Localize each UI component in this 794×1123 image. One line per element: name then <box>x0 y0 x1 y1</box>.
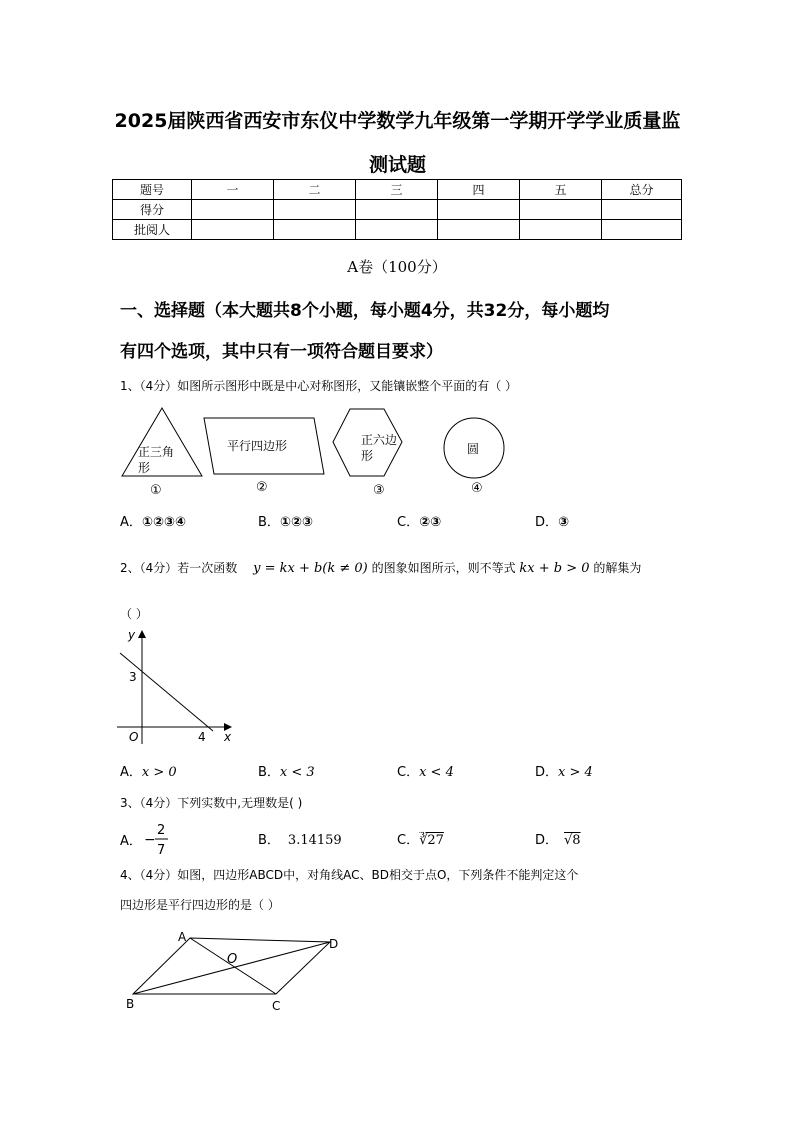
option-text: ①②③④ <box>141 515 186 530</box>
q1-shape-label: 平行四边形 <box>227 439 288 453</box>
y-axis-label: y <box>128 628 136 642</box>
option-letter: C． <box>397 765 420 780</box>
point-c-label: C <box>272 999 281 1013</box>
section1-heading-line1: 一、选择题（本大题共8个小题，每小题4分，共32分，每小题均 <box>120 301 610 321</box>
point-d-label: D <box>329 937 339 951</box>
option-text: x > 0 <box>141 765 177 780</box>
option-text: √8 <box>564 833 581 848</box>
x-intercept-label: 4 <box>198 730 206 744</box>
q2-stem-part: 的图象如图所示，则不等式 <box>371 561 516 575</box>
option-letter: A． <box>120 765 142 780</box>
score-table-header-row <box>113 180 682 200</box>
q1-stem: 1、（4分）如图所示图形中既是中心对称图形，又能镶嵌整个平面的有（ ） <box>120 379 518 393</box>
score-cell[interactable] <box>192 220 274 240</box>
origin-label: O <box>129 730 139 744</box>
score-table-header: 一 <box>192 180 274 200</box>
score-table-header: 题号 <box>113 180 192 200</box>
score-table-row <box>113 200 682 220</box>
score-table-row <box>113 220 682 240</box>
q4-figure <box>120 926 350 1014</box>
q1-option[interactable] <box>397 511 441 530</box>
q3-stem: 3、（4分）下列实数中,无理数是( ) <box>120 796 303 810</box>
option-letter: A． <box>120 834 142 849</box>
q1-shape-number: ① <box>150 483 162 498</box>
option-fraction <box>142 820 176 860</box>
q1-shape-label: 圆 <box>467 442 480 456</box>
option-text: x < 4 <box>419 765 454 780</box>
q1-shape-label: 正六边 <box>361 433 398 447</box>
score-table-header: 二 <box>274 180 356 200</box>
score-table-header: 五 <box>520 180 602 200</box>
option-text: x > 4 <box>558 765 593 780</box>
q1-option[interactable] <box>258 511 313 530</box>
q2-stem <box>120 559 641 576</box>
q1-shape-label: 形 <box>361 449 374 463</box>
option-letter: D． <box>535 765 559 780</box>
option-text: 3.14159 <box>287 833 342 848</box>
option-letter: D． <box>535 833 559 848</box>
score-table <box>112 179 682 240</box>
minus-sign: − <box>144 832 156 848</box>
y-axis-arrow <box>138 630 146 638</box>
q1-figure <box>118 402 510 500</box>
option-text: ∛27 <box>419 833 444 848</box>
q1-option[interactable] <box>535 511 569 530</box>
q3-option[interactable] <box>258 829 342 848</box>
q3-option[interactable] <box>397 829 444 848</box>
option-text: ①②③ <box>279 515 313 530</box>
q2-graph <box>112 626 242 748</box>
q2-formula: y = kx + b(k ≠ 0) <box>253 561 368 576</box>
q2-option[interactable] <box>397 761 454 780</box>
paper-a-heading: A卷（100分） <box>347 258 447 276</box>
option-text: ②③ <box>419 515 442 530</box>
option-text: x < 3 <box>279 765 315 780</box>
score-cell[interactable] <box>438 200 520 220</box>
y-intercept-label: 3 <box>129 670 137 684</box>
option-letter: C． <box>397 515 420 530</box>
point-a-label: A <box>178 930 187 944</box>
point-o-label: O <box>227 952 238 967</box>
triangle-shape <box>122 408 202 476</box>
option-text: ③ <box>558 515 570 530</box>
score-cell[interactable] <box>274 220 356 240</box>
q2-inequality: kx + b > 0 <box>519 561 590 576</box>
score-cell[interactable] <box>356 200 438 220</box>
q2-stem-part: 的解集为 <box>593 561 642 575</box>
q1-shape-label: 正三角 <box>138 445 175 459</box>
option-letter: D． <box>535 515 559 530</box>
q1-shape-number: ② <box>256 480 268 495</box>
option-letter: B． <box>258 765 280 780</box>
score-row-label: 得分 <box>113 200 192 220</box>
diagonal-bd <box>133 942 330 994</box>
q2-paren: （ ） <box>120 607 148 621</box>
q3-option[interactable] <box>535 829 581 848</box>
fraction-value: −2/7 <box>142 844 145 845</box>
section1-heading-line2: 有四个选项，其中只有一项符合题目要求） <box>120 342 443 362</box>
q4-stem-line1: 4、（4分）如图，四边形ABCD中，对角线AC、BD相交于点O，下列条件不能判定这个 <box>120 868 579 882</box>
option-letter: B． <box>258 515 280 530</box>
exam-title-line2: 测试题 <box>368 154 426 176</box>
score-cell[interactable] <box>602 220 682 240</box>
q2-option[interactable] <box>258 761 315 780</box>
q2-option[interactable] <box>535 761 593 780</box>
score-cell[interactable] <box>438 220 520 240</box>
point-b-label: B <box>126 997 135 1011</box>
score-cell[interactable] <box>520 200 602 220</box>
score-cell[interactable] <box>192 200 274 220</box>
function-line <box>120 653 213 731</box>
q1-shape-label: 形 <box>138 461 151 475</box>
score-cell[interactable] <box>602 200 682 220</box>
fraction-denominator: 7 <box>157 843 166 858</box>
option-letter: B． <box>258 833 280 848</box>
option-letter: A． <box>120 515 142 530</box>
q2-option[interactable] <box>120 761 177 780</box>
score-table-header: 三 <box>356 180 438 200</box>
fraction-numerator: 2 <box>157 823 166 838</box>
q2-stem-part: 2、（4分）若一次函数 <box>120 561 238 575</box>
q4-stem-line2: 四边形是平行四边形的是（ ） <box>120 898 280 912</box>
score-table-header: 总分 <box>602 180 682 200</box>
option-letter: C． <box>397 833 420 848</box>
score-cell[interactable] <box>356 220 438 240</box>
q1-shape-number: ③ <box>373 483 385 498</box>
q1-option[interactable] <box>120 511 186 530</box>
score-cell[interactable] <box>520 220 602 240</box>
score-row-label: 批阅人 <box>113 220 192 240</box>
score-cell[interactable] <box>274 200 356 220</box>
x-axis-label: x <box>224 730 232 744</box>
q1-shape-number: ④ <box>471 481 483 496</box>
exam-title-line1: 2025届陕西省西安市东仪中学数学九年级第一学期开学学业质量监 <box>114 110 681 132</box>
score-table-header: 四 <box>438 180 520 200</box>
